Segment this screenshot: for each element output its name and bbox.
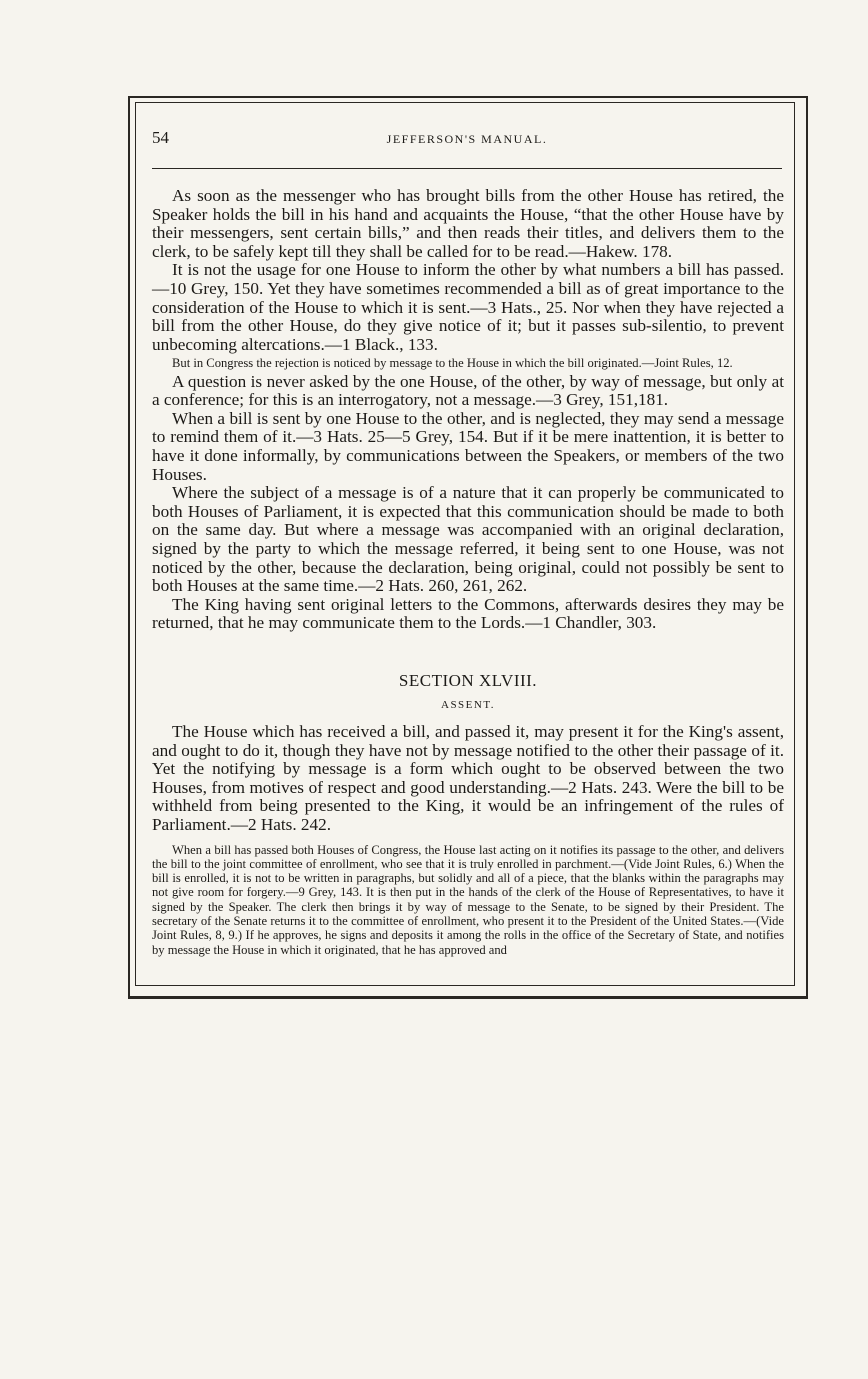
paragraph-neglected: When a bill is sent by one House to the other, and is neglected, they may send a message to remind them of it.—3 Hats. 25—5 Grey, 154. But if it be mere inattention, it is better to have it done informally, by communications between the Speakers, or members of the two Houses. — [152, 408, 784, 484]
footnote-rejection: But in Congress the rejection is noticed by message to the House in which the bill originated.—Joint Rules, 12. — [172, 356, 733, 371]
paragraph-messenger: As soon as the messenger who has brought bills from the other House has retired, the Speaker holds the bill in his hand and acquaints the House, “that the other House have by their messengers, sent certain bills,” and then reads their titles, and delivers them to the clerk, to be safely kept till they shall be called for to be read.—Hakew. 178. — [152, 186, 784, 261]
page-number: 54 — [152, 128, 169, 147]
page-body — [152, 187, 784, 959]
paragraph-numbers: It is not the usage for one House to inform the other by what numbers a bill has passed.—10 Grey, 150. Yet they have sometimes recommended a bill as of great importance to the consideration of the House to which it is sent.—3 Hats., 25. Nor when they have rejected a bill from the other House, do they give notice of it; but it passes sub-silentio, to prevent unbecoming altercations.—1 Black., 133. — [152, 260, 784, 354]
section-subtitle: ASSENT. — [441, 698, 495, 711]
section-title: SECTION XLVIII. — [398, 670, 538, 690]
paragraph-question: A question is never asked by the one House, of the other, by way of message, but only at a conference; for this is an interrogatory, not a message.—3 Grey, 151,181. — [152, 371, 784, 410]
page-border-bottom-rule — [128, 998, 808, 999]
running-title: JEFFERSON'S MANUAL. — [386, 132, 548, 146]
paragraph-king-letters: The King having sent original letters to the Commons, afterwards desires they may be returned, that he may communicate them to the Lords.—1 Chandler, 303. — [152, 594, 784, 633]
header-rule — [152, 168, 782, 169]
footnote-enrollment: When a bill has passed both Houses of Congress, the House last acting on it notifies its passage to the other, and delivers the bill to the joint committee of enrollment, who see that it is truly enrolled in parchment.—(Vide Joint Rules, 6.) When the bill is enrolled, it is not to be written in paragraphs, but solidly and all of a piece, that the blanks within the paragraphs may not give room for forgery.—9 Grey, 143. It is then put in the hands of the clerk of the House of Representatives, to have it signed by the Speaker. The clerk then brings it by way of message to the Senate, to be signed by their President. The secretary of the Senate returns it to the committee of enrollment, who present it to the President of the United States.—(Vide Joint Rules, 8, 9.) If he approves, he signs and deposits it among the rolls in the office of the Secretary of State, and notifies by message the House in which it originated, that he has approved and — [152, 842, 784, 957]
paragraph-subject: Where the subject of a message is of a nature that it can properly be communicated to both Houses of Parliament, it is expected that this communication should be made to both on the same day. But where a message was accompanied with an original declaration, signed by the party to which the message referred, it being sent to one House, was not noticed by the other, because the declaration, being original, could not possibly be sent to both Houses at the same time.—2 Hats. 260, 261, 262. — [152, 483, 784, 596]
page-header — [152, 128, 782, 150]
paragraph-assent: The House which has received a bill, and passed it, may present it for the King's assent, and ought to do it, though they have not by message notified to the other their passage of it. Yet the notifying by message is a form which ought to be observed between the two Houses, from motives of respect and good understanding.—2 Hats. 243. Were the bill to be withheld from being presented to the King, it would be an infringement of the rules of Parliament.—2 Hats. 242. — [152, 721, 784, 834]
